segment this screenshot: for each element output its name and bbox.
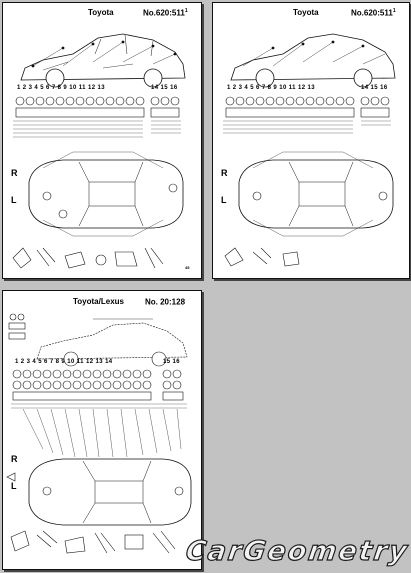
sheet-3-number-row-right: 15 16 (163, 359, 181, 365)
sheet-3-detail-sketches (3, 523, 201, 567)
sheet-1-detail-sketches (3, 238, 201, 278)
sheet-3-code: No. 20:128 (145, 297, 186, 307)
sheet-3-label-r: R (11, 454, 18, 464)
sheet-1-page-number: 45 (185, 265, 190, 270)
sheet-1-car-plan-view (3, 148, 201, 238)
sheet-1-label-l: L (11, 195, 17, 205)
sheet-3-number-row: 1 2 3 4 5 6 7 8 9 10 11 12 13 14 (15, 359, 113, 365)
sheet-2-label-r: R (221, 168, 228, 178)
sheet-1-number-row-right: 14 15 16 (151, 85, 178, 91)
diagram-sheet-3 (2, 290, 202, 570)
sheet-1-title: Toyota (88, 8, 114, 17)
sheet-1-number-row: 1 2 3 4 5 6 7 8 9 10 11 12 13 (17, 85, 106, 91)
cargeometry-logo: CarGeometry (183, 536, 411, 567)
sheet-3-title: Toyota/Lexus (73, 297, 124, 306)
diagram-sheet-1 (2, 2, 202, 279)
sheet-3-label-l: L (11, 481, 17, 491)
sheet-2-code: $No.620:511^1$ (351, 8, 396, 18)
sheet-1-code: $No.620:511^1$ (143, 8, 188, 18)
sheet-3-car-plan-view (3, 451, 201, 531)
sheet-1-label-r: R (11, 168, 18, 178)
sheet-2-label-l: L (221, 195, 227, 205)
sheet-2-number-row: 1 2 3 4 5 6 7 8 9 10 11 12 13 (227, 85, 316, 91)
sheet-2-number-row-right: 14 15 16 (361, 85, 388, 91)
sheet-1-symbol-grid (3, 95, 201, 155)
sheet-2-symbol-grid (213, 95, 409, 155)
sheet-3-car-side-view (3, 307, 201, 377)
diagram-sheet-2 (212, 2, 410, 279)
sheet-2-title: Toyota (293, 8, 319, 17)
sheet-2-car-plan-view (213, 148, 409, 238)
sheet-2-detail-sketches (213, 238, 409, 278)
